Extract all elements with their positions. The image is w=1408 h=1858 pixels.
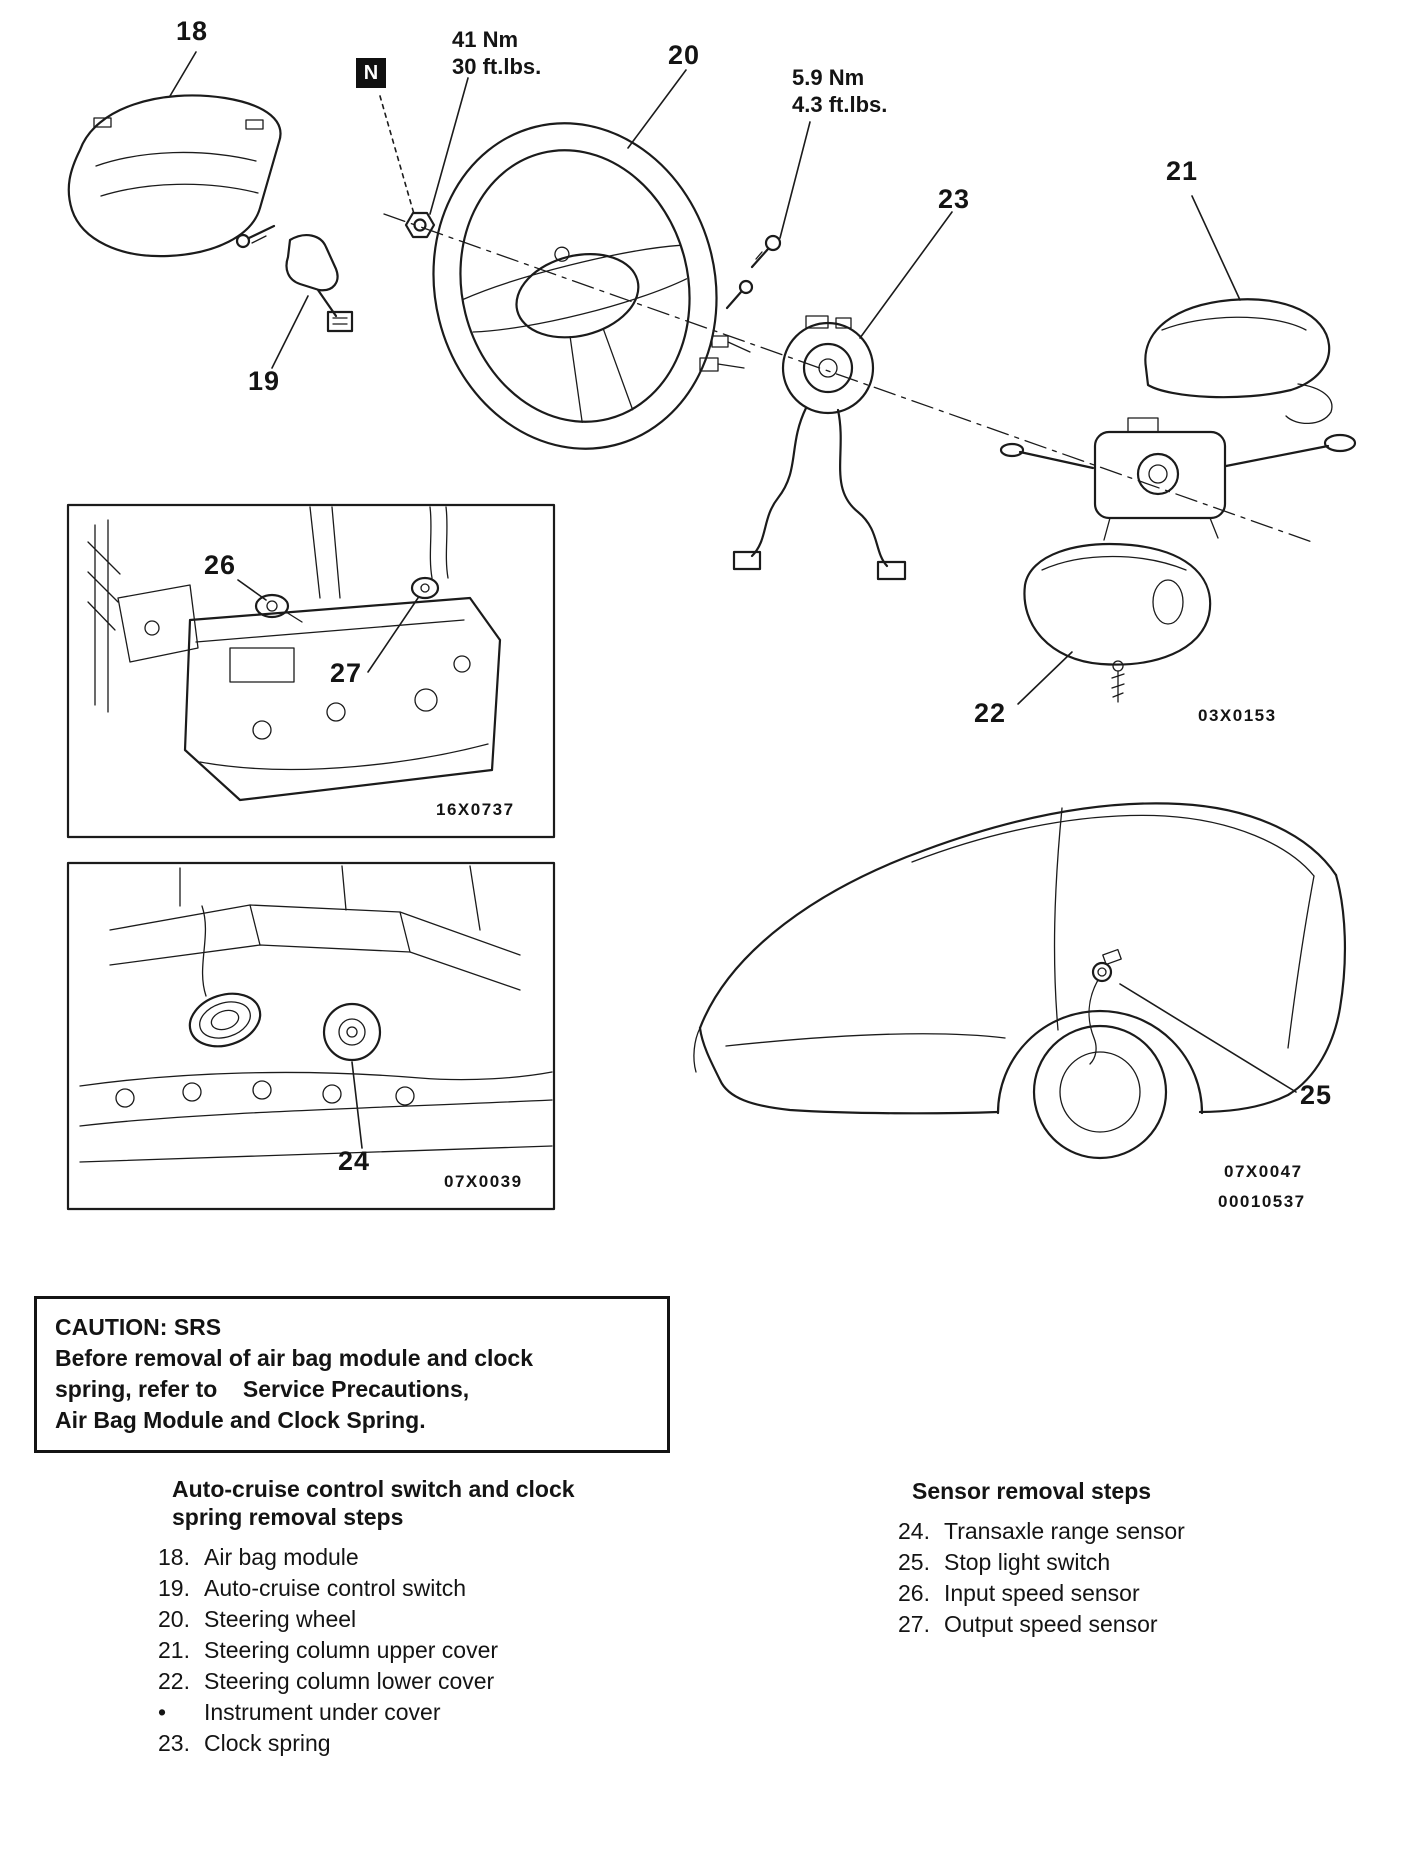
step-bullet: • <box>158 1699 167 1725</box>
step-item <box>158 1604 718 1635</box>
inset-range-sensor-art <box>68 863 554 1209</box>
inset-speed-sensors-art <box>68 505 554 837</box>
torque-nut-imperial: 30 ft.lbs. <box>452 54 542 79</box>
caution-box <box>34 1296 670 1453</box>
callout-upper-cover: 21 <box>1166 156 1199 186</box>
torque-symbol-n: N <box>356 58 386 88</box>
step-item <box>158 1728 718 1759</box>
figure-code-inset-bottom: 07X0039 <box>444 1172 523 1191</box>
step-number: 21. <box>158 1637 190 1663</box>
callout-range-sensor: 24 <box>338 1146 371 1176</box>
step-number: 18. <box>158 1544 190 1570</box>
sensor-steps-list <box>898 1476 1338 1640</box>
callout-output-speed: 27 <box>330 658 363 688</box>
step-number: 22. <box>158 1668 190 1694</box>
figure-code-main: 03X0153 <box>1198 706 1277 725</box>
torque-nut-metric: 41 Nm <box>452 27 519 52</box>
sensor-steps-title: Sensor removal steps <box>912 1478 1152 1504</box>
torque-screw-label <box>792 64 887 118</box>
step-label: Input speed sensor <box>944 1580 1140 1606</box>
caution-title: CAUTION: SRS <box>55 1314 222 1340</box>
step-number: 25. <box>898 1549 930 1575</box>
step-number: 26. <box>898 1580 930 1606</box>
step-label: Steering wheel <box>204 1606 357 1632</box>
step-number: 23. <box>158 1730 190 1756</box>
column-switch-art <box>1001 418 1355 540</box>
step-label: Transaxle range sensor <box>944 1518 1185 1544</box>
cruise-switch-art <box>237 226 352 331</box>
step-item <box>158 1666 718 1697</box>
step-label: Clock spring <box>204 1730 331 1756</box>
removal-steps-title-line2: spring removal steps <box>172 1504 404 1530</box>
step-number: 24. <box>898 1518 930 1544</box>
document-code: 00010537 <box>1218 1192 1306 1211</box>
step-item <box>158 1542 718 1573</box>
removal-steps-title-line1: Auto-cruise control switch and clock <box>172 1476 575 1502</box>
steering-wheel-art <box>399 93 750 479</box>
centerline-art <box>384 214 1312 542</box>
removal-steps-list <box>158 1474 718 1759</box>
step-label: Stop light switch <box>944 1549 1111 1575</box>
step-item <box>898 1516 1338 1547</box>
callout-stop-light: 25 <box>1300 1080 1333 1110</box>
step-item <box>158 1573 718 1604</box>
sensor-steps-items <box>898 1516 1338 1640</box>
torque-nut-label <box>452 26 541 80</box>
step-item <box>158 1635 718 1666</box>
figure-code-inset-top: 16X0737 <box>436 800 515 819</box>
caution-line-1: Before removal of air bag module and clock <box>55 1345 534 1371</box>
figure-code-car: 07X0047 <box>1224 1162 1303 1181</box>
step-label: Steering column upper cover <box>204 1637 499 1663</box>
step-item <box>158 1697 718 1728</box>
torque-screw-imperial: 4.3 ft.lbs. <box>792 92 888 117</box>
torque-screw-metric: 5.9 Nm <box>792 65 865 90</box>
callout-steering-wheel: 20 <box>668 40 701 70</box>
step-label: Instrument under cover <box>204 1699 441 1725</box>
step-number: 19. <box>158 1575 190 1601</box>
step-number: 27. <box>898 1611 930 1637</box>
step-label: Steering column lower cover <box>204 1668 495 1694</box>
step-label: Output speed sensor <box>944 1611 1158 1637</box>
caution-line-2: spring, refer to Service Precautions, <box>55 1376 470 1402</box>
removal-steps-items <box>158 1542 718 1759</box>
step-label: Auto-cruise control switch <box>204 1575 467 1601</box>
airbag-module-art <box>69 95 281 256</box>
step-item <box>898 1609 1338 1640</box>
step-label: Air bag module <box>204 1544 359 1570</box>
step-item <box>898 1578 1338 1609</box>
caution-line-3: Air Bag Module and Clock Spring. <box>55 1407 426 1433</box>
step-number: 20. <box>158 1606 190 1632</box>
callout-clock-spring: 23 <box>938 184 971 214</box>
leader-lines <box>170 52 1296 1148</box>
steering-nut-art <box>406 213 434 237</box>
callout-input-speed: 26 <box>204 550 237 580</box>
car-art <box>694 803 1345 1158</box>
callout-cruise-switch: 19 <box>248 366 281 396</box>
step-item <box>898 1547 1338 1578</box>
callout-lower-cover: 22 <box>974 698 1007 728</box>
lower-cover-art <box>1024 544 1210 702</box>
upper-cover-art <box>1145 299 1332 423</box>
clock-spring-art <box>734 316 905 579</box>
callout-airbag: 18 <box>176 16 209 46</box>
